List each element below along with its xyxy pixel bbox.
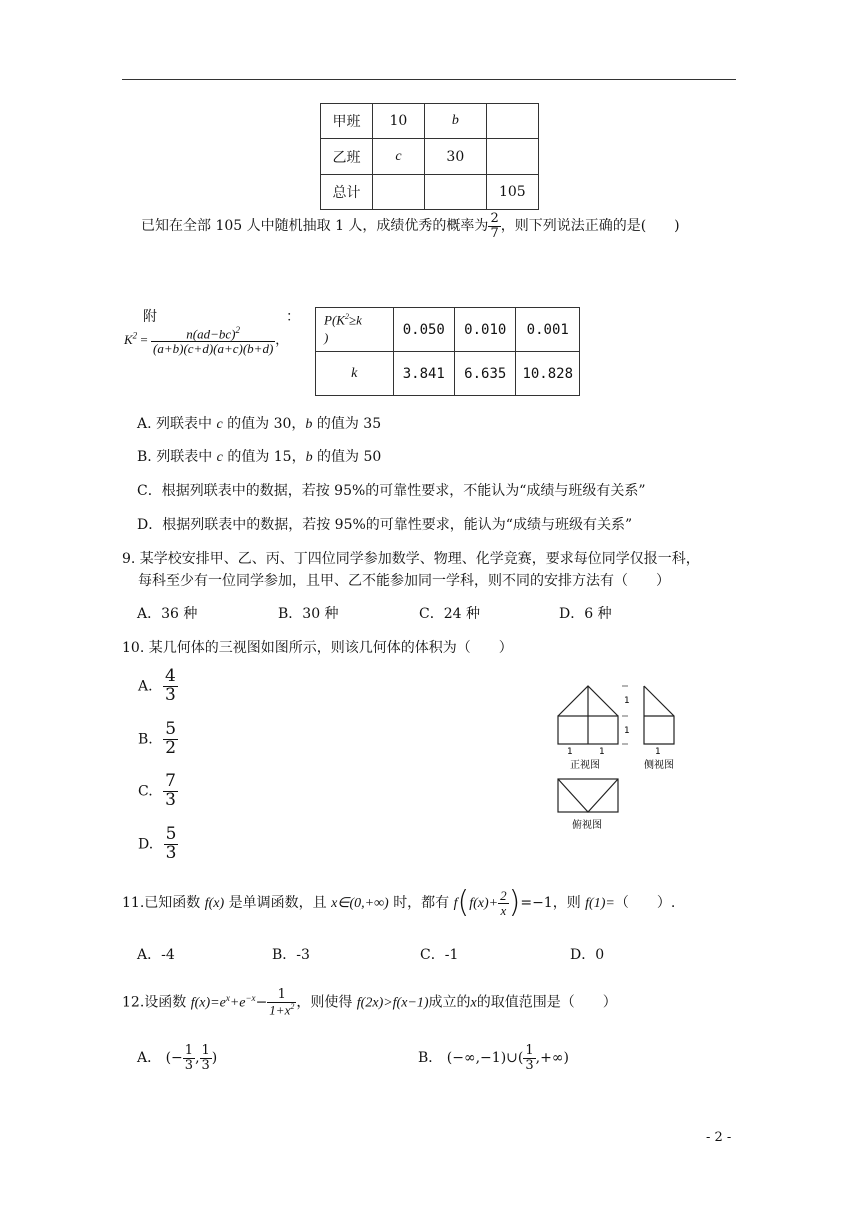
frac-numerator: 1 — [184, 1042, 194, 1058]
q12-option-a — [137, 1038, 217, 1078]
big-paren-left: ( — [457, 885, 470, 920]
attach-colon: ： — [286, 309, 300, 325]
option-letter: B. — [138, 731, 153, 748]
option-fraction — [163, 773, 178, 810]
k2-formula: $K^2$ = $\frac{n(ad-bc)^2}{(a+b)(c+d)(a+c)(b+d)}$ ， — [124, 325, 289, 356]
dim-front-1: 1 — [567, 747, 573, 757]
frac-numerator: 5 — [165, 719, 177, 739]
table-cell: 乙班 — [321, 139, 373, 175]
option-fraction — [200, 1044, 212, 1072]
q11-f-outer: f — [453, 896, 458, 911]
crit-label-b: ≥k — [348, 312, 362, 328]
q8-option-d: D．根据列联表中的数据，若按 95%的可靠性要求，能认为“成绩与班级有关系” — [137, 517, 633, 533]
option-fraction — [183, 1044, 195, 1072]
q9-stem-line1: 9. 某学校安排甲、乙、丙、丁四位同学参加数学、物理、化学竞赛，要求每位同学仅报一科， — [122, 551, 700, 567]
frac-numerator: 7 — [165, 771, 176, 791]
header-rule — [122, 79, 736, 80]
front-view-label: 正视图 — [570, 760, 600, 771]
q12-var: x — [470, 995, 477, 1011]
frac-denominator: 2 — [165, 737, 177, 758]
q9-option-a: A．36 种 — [137, 606, 198, 622]
top-view — [558, 779, 618, 812]
frac-denominator: 3 — [525, 1057, 534, 1073]
q11-option-c: C．-1 — [420, 947, 459, 963]
q11-stem — [122, 880, 675, 926]
formula-lhs: K — [124, 331, 133, 347]
option-text: 的值为 15， — [222, 449, 306, 465]
option-text: 列联表中 — [156, 416, 217, 432]
frac-denominator: 3 — [165, 684, 176, 705]
table-cell — [486, 139, 538, 175]
contingency-table — [320, 103, 539, 210]
q11-text: 时，都有 — [393, 895, 450, 911]
formula-num-text: n(ad−bc) — [186, 326, 236, 342]
q8-option-b — [137, 446, 381, 466]
q12-stem — [122, 975, 617, 1021]
crit-row-value: 6.635 — [455, 352, 516, 396]
table-cell: 总计 — [321, 175, 373, 210]
crit-header-label — [316, 308, 394, 352]
option-text: 的值为 35 — [312, 416, 382, 432]
side-view-label: 侧视图 — [644, 760, 674, 771]
q11-f1: f(1)= — [585, 896, 615, 911]
q9-option-d: D．6 种 — [559, 606, 612, 622]
q12-plus: +e — [229, 995, 246, 1011]
option-text: ,+∞) — [535, 1050, 569, 1066]
q8-option-a — [137, 413, 381, 433]
option-letter: C. — [138, 783, 153, 800]
option-var: b — [305, 450, 313, 465]
q9-stem-line2: 每科至少有一位同学参加，且甲、乙不能参加同一学科，则不同的安排方法有（ ） — [138, 573, 670, 589]
q8-option-c: C．根据列联表中的数据，若按 95%的可靠性要求，不能认为“成绩与班级有关系” — [137, 483, 646, 499]
option-text: , — [195, 1050, 200, 1066]
option-var: c — [216, 417, 223, 432]
formula-lhs-exp: 2 — [132, 330, 138, 341]
frac-numerator: 1 — [201, 1042, 210, 1058]
frac-numerator: 1 — [267, 988, 296, 1003]
q11-text: （ ）. — [614, 895, 676, 911]
top-outline — [558, 779, 618, 812]
q12-fraction — [267, 988, 296, 1017]
q10-option-c — [138, 773, 178, 810]
table-cell: 30 — [424, 139, 486, 175]
option-letter: B. — [137, 449, 152, 465]
option-letter: A. — [137, 416, 152, 432]
q11-option-b: B．-3 — [272, 947, 310, 963]
crit-header-value: 0.001 — [516, 308, 580, 352]
dim-side: 1 — [655, 747, 661, 757]
formula-num-exp: 2 — [235, 325, 240, 335]
q12-option-b — [418, 1038, 569, 1078]
attach-label: 附 — [143, 309, 157, 325]
option-letter: A. — [138, 678, 153, 695]
frac-numerator: 5 — [165, 824, 177, 844]
option-var: c — [216, 450, 223, 465]
crit-label-c: ) — [324, 329, 329, 345]
frac-numerator: 1 — [525, 1042, 534, 1058]
side-outline — [644, 686, 674, 744]
q11-option-d: D．0 — [570, 947, 605, 963]
crit-label-a: P(K — [324, 312, 345, 328]
critical-value-table — [315, 307, 580, 396]
front-view — [558, 686, 618, 744]
dim-front-2: 1 — [599, 747, 605, 757]
q8-stem-text: 已知在全部 105 人中随机抽取 1 人，成绩优秀的概率为 — [141, 218, 489, 235]
option-fraction — [163, 721, 178, 758]
q12-text: ，则使得 — [296, 994, 353, 1011]
table-cell: 10 — [372, 104, 424, 139]
table-cell — [486, 104, 538, 139]
table-cell — [424, 175, 486, 210]
q12-text: 12.设函数 — [122, 994, 187, 1011]
q11-eq: =−1 — [520, 895, 553, 911]
option-fraction — [163, 668, 178, 705]
page-number: - 2 - — [706, 1130, 732, 1145]
q11-text: ，则 — [552, 895, 581, 911]
crit-header-value: 0.050 — [393, 308, 454, 352]
option-letter: D. — [138, 836, 154, 853]
q10-option-b — [138, 721, 178, 758]
option-text: 的值为 30， — [222, 416, 306, 432]
crit-row-value: 3.841 — [393, 352, 454, 396]
table-cell: 105 — [486, 175, 538, 210]
q12-den-exp: 2 — [290, 1001, 295, 1011]
q11-text: 是单调函数，且 — [228, 895, 327, 911]
frac-denominator: x — [500, 902, 507, 918]
q12-minus: − — [255, 994, 268, 1011]
q12-ineq: f(2x)>f(x−1) — [356, 995, 429, 1011]
q11-text: 11.已知函数 — [122, 895, 201, 911]
q12-exp1: x — [225, 993, 230, 1003]
side-view — [644, 686, 674, 744]
option-text: (− — [165, 1050, 183, 1066]
frac-denominator: 7 — [490, 225, 499, 241]
q11-domain: x∈(0,+∞) — [331, 896, 389, 911]
option-fraction — [523, 1044, 535, 1072]
q11-fraction — [498, 889, 509, 917]
q12-den-text: 1+x — [269, 1002, 291, 1018]
q8-probability-fraction — [488, 212, 500, 240]
formula-denominator: (a+b)(c+d)(a+c)(b+d) — [153, 340, 274, 356]
big-paren-right: ) — [508, 885, 521, 920]
q8-stem — [141, 212, 680, 240]
formula-fraction — [151, 326, 275, 356]
table-cell: c — [372, 139, 424, 175]
option-text: 列联表中 — [156, 449, 217, 465]
top-view-label: 俯视图 — [572, 820, 602, 831]
option-text: 的值为 50 — [312, 449, 382, 465]
option-fraction — [164, 826, 179, 863]
q9-option-b: B．30 种 — [278, 606, 339, 622]
option-text: (−∞,−1)∪( — [446, 1050, 524, 1066]
q12-text: 成立的 — [428, 994, 471, 1011]
formula-comma: ， — [275, 331, 289, 347]
crit-header-value: 0.010 — [455, 308, 516, 352]
option-var: b — [305, 417, 313, 432]
q10-stem: 10. 某几何体的三视图如图所示，则该几何体的体积为（ ） — [122, 640, 513, 656]
q12-text: 的取值范围是（ ） — [476, 994, 617, 1011]
frac-denominator: 3 — [165, 842, 177, 863]
q10-option-a — [138, 668, 178, 705]
formula-numerator — [151, 326, 275, 342]
q11-fx: f(x) — [204, 896, 225, 911]
frac-denominator: 3 — [201, 1057, 210, 1073]
frac-denominator: 3 — [184, 1057, 194, 1073]
dim-height-1: 1 — [624, 696, 630, 706]
dim-height-2: 1 — [624, 726, 630, 736]
q12-func: f(x)=e — [190, 995, 226, 1011]
frac-numerator: 4 — [165, 666, 176, 686]
option-letter: A． — [137, 1050, 162, 1066]
crit-row-label: k — [316, 352, 394, 396]
crit-row-value: 10.828 — [516, 352, 580, 396]
table-cell — [372, 175, 424, 210]
top-diagonals — [558, 779, 618, 812]
frac-denominator: 3 — [165, 789, 176, 810]
table-cell: b — [424, 104, 486, 139]
crit-label-exp: 2 — [344, 312, 349, 322]
q8-stem-tail: ，则下列说法正确的是( ) — [500, 218, 680, 235]
three-view-figure — [552, 676, 692, 836]
frac-numerator: 2 — [490, 211, 499, 226]
frac-numerator: 2 — [500, 887, 507, 903]
q10-option-d — [138, 826, 178, 863]
q11-option-a: A．-4 — [137, 947, 175, 963]
q9-option-c: C．24 种 — [419, 606, 480, 622]
option-text: ) — [211, 1050, 218, 1066]
table-cell: 甲班 — [321, 104, 373, 139]
q12-exp2: −x — [245, 993, 256, 1003]
q11-inner: f(x)+ — [469, 896, 499, 911]
option-letter: B． — [418, 1050, 443, 1066]
frac-denominator — [267, 1003, 296, 1017]
